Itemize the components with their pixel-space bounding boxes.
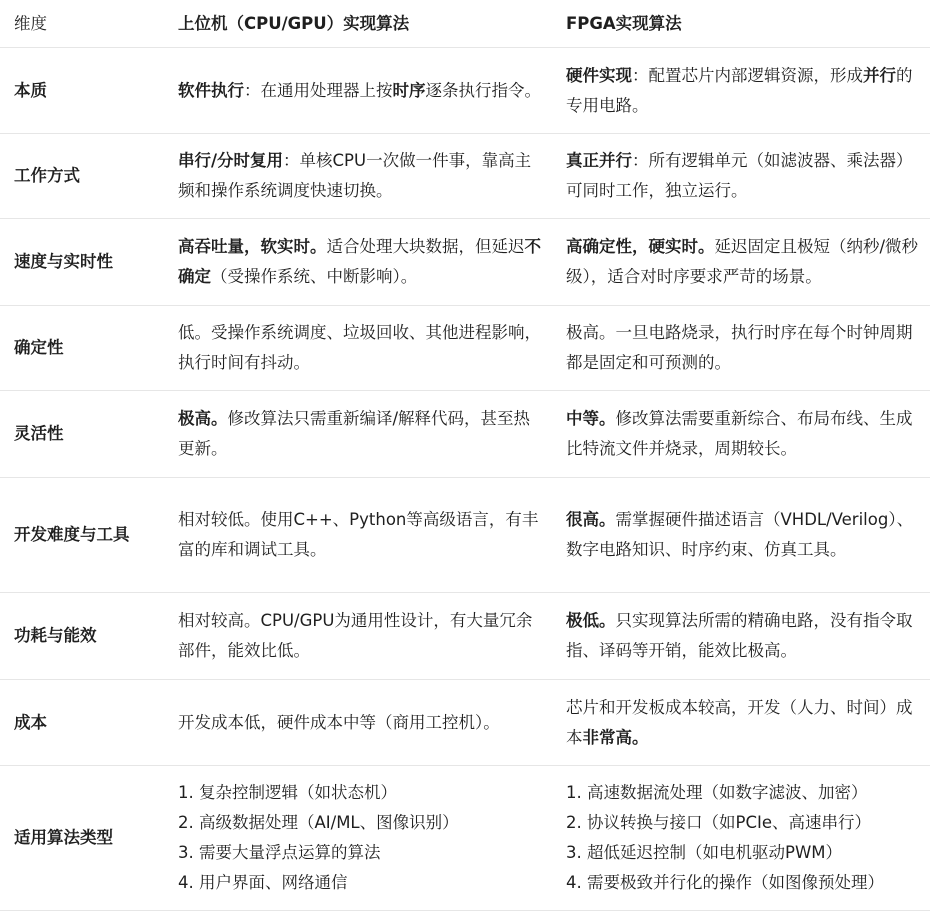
fpga-cell: [552, 219, 930, 306]
cpu-text: 适合处理大块数据，但延迟: [326, 237, 525, 256]
cpu-cell: [164, 134, 552, 219]
fpga-cell: [552, 680, 930, 766]
table-row: [0, 478, 930, 593]
list-item: 4. 需要极致并行化的操作（如图像预处理）: [566, 873, 884, 892]
list-item: 2. 高级数据处理（AI/ML、图像识别）: [178, 813, 459, 832]
fpga-cell: [552, 391, 930, 478]
cpu-cell: 开发成本低，硬件成本中等（商用工控机）。: [164, 680, 552, 766]
list-item: 1. 复杂控制逻辑（如状态机）: [178, 783, 397, 802]
cpu-cell: [164, 219, 552, 306]
fpga-bold-2: 并行: [863, 65, 896, 85]
list-item: 2. 协议转换与接口（如PCIe、高速串行）: [566, 813, 871, 832]
cpu-text-2: 逐条执行指令。: [425, 80, 541, 100]
row-dimension: 本质: [0, 48, 164, 134]
cpu-cell: [164, 48, 552, 134]
list-item: 4. 用户界面、网络通信: [178, 873, 348, 892]
cpu-algorithm-list: [178, 778, 542, 898]
fpga-algorithm-list: [566, 778, 920, 898]
fpga-bold: 很高。: [566, 510, 616, 529]
cpu-cell: [164, 391, 552, 478]
fpga-bold: 高确定性，硬实时。: [566, 237, 715, 256]
fpga-bold: 真正并行: [566, 151, 632, 170]
header-cpu: 上位机（CPU/GPU）实现算法: [164, 0, 552, 48]
cpu-text: ：单核CPU一次做一件事，靠高主频和操作系统调度快速切换。: [178, 151, 532, 200]
cpu-bold: 高吞吐量，软实时。: [178, 237, 327, 256]
fpga-cell: [552, 134, 930, 219]
cpu-cell: 相对较高。CPU/GPU为通用性设计，有大量冗余部件，能效比低。: [164, 593, 552, 680]
fpga-cell: [552, 766, 930, 911]
table-row: [0, 766, 930, 911]
table-row: [0, 593, 930, 680]
cpu-text-2: （受操作系统、中断影响）。: [211, 267, 418, 286]
row-dimension: 速度与实时性: [0, 219, 164, 306]
fpga-text: ：配置芯片内部逻辑资源，形成: [632, 65, 863, 85]
cpu-text: ：在通用处理器上按: [244, 80, 393, 100]
fpga-cell: 极高。一旦电路烧录，执行时序在每个时钟周期都是固定和可预测的。: [552, 306, 930, 391]
row-dimension: 确定性: [0, 306, 164, 391]
fpga-bold: 中等。: [566, 409, 616, 428]
cpu-bold-2: 不确定: [178, 237, 541, 286]
cpu-cell: 低。受操作系统调度、垃圾回收、其他进程影响，执行时间有抖动。: [164, 306, 552, 391]
row-dimension: 成本: [0, 680, 164, 766]
table-row: [0, 391, 930, 478]
fpga-text: 修改算法需要重新综合、布局布线、生成比特流文件并烧录，周期较长。: [566, 409, 913, 458]
fpga-bold: 硬件实现: [566, 65, 632, 85]
cpu-bold: 串行/分时复用: [178, 151, 284, 170]
table-row: [0, 48, 930, 134]
list-item: 1. 高速数据流处理（如数字滤波、加密）: [566, 783, 868, 802]
row-dimension: 工作方式: [0, 134, 164, 219]
header-row: [0, 0, 930, 48]
table-row: [0, 134, 930, 219]
fpga-text: ：所有逻辑单元（如滤波器、乘法器）可同时工作，独立运行。: [566, 151, 913, 200]
list-item: 3. 需要大量浮点运算的算法: [178, 843, 381, 862]
cpu-bold-2: 时序: [392, 80, 426, 100]
cpu-cell: 相对较低。使用C++、Python等高级语言，有丰富的库和调试工具。: [164, 478, 552, 593]
fpga-bold-2: 非常高。: [582, 727, 649, 747]
cpu-bold: 软件执行: [178, 80, 244, 100]
cpu-bold: 极高。: [178, 409, 228, 428]
fpga-cell: [552, 593, 930, 680]
list-item: 3. 超低延迟控制（如电机驱动PWM）: [566, 843, 842, 862]
fpga-cell: [552, 48, 930, 134]
fpga-text: 需掌握硬件描述语言（VHDL/Verilog）、数字电路知识、时序约束、仿真工具。: [566, 510, 914, 559]
fpga-bold: 极低。: [566, 611, 616, 630]
cpu-text: 修改算法只需重新编译/解释代码，甚至热更新。: [178, 409, 531, 458]
row-dimension: 适用算法类型: [0, 766, 164, 911]
fpga-text: 延迟固定且极短（纳秒/微秒级），适合对时序要求严苛的场景。: [566, 237, 919, 286]
fpga-text-2: 的专用电路。: [566, 65, 913, 115]
header-fpga: FPGA实现算法: [552, 0, 930, 48]
table-row: [0, 219, 930, 306]
row-dimension: 功耗与能效: [0, 593, 164, 680]
fpga-text: 芯片和开发板成本较高，开发（人力、时间）成本: [566, 697, 913, 747]
table-row: [0, 306, 930, 391]
cpu-cell: [164, 766, 552, 911]
fpga-cell: [552, 478, 930, 593]
table-row: [0, 680, 930, 766]
row-dimension: 灵活性: [0, 391, 164, 478]
fpga-text: 只实现算法所需的精确电路，没有指令取指、译码等开销，能效比极高。: [566, 611, 913, 660]
row-dimension: 开发难度与工具: [0, 478, 164, 593]
header-dimension: 维度: [0, 0, 164, 48]
